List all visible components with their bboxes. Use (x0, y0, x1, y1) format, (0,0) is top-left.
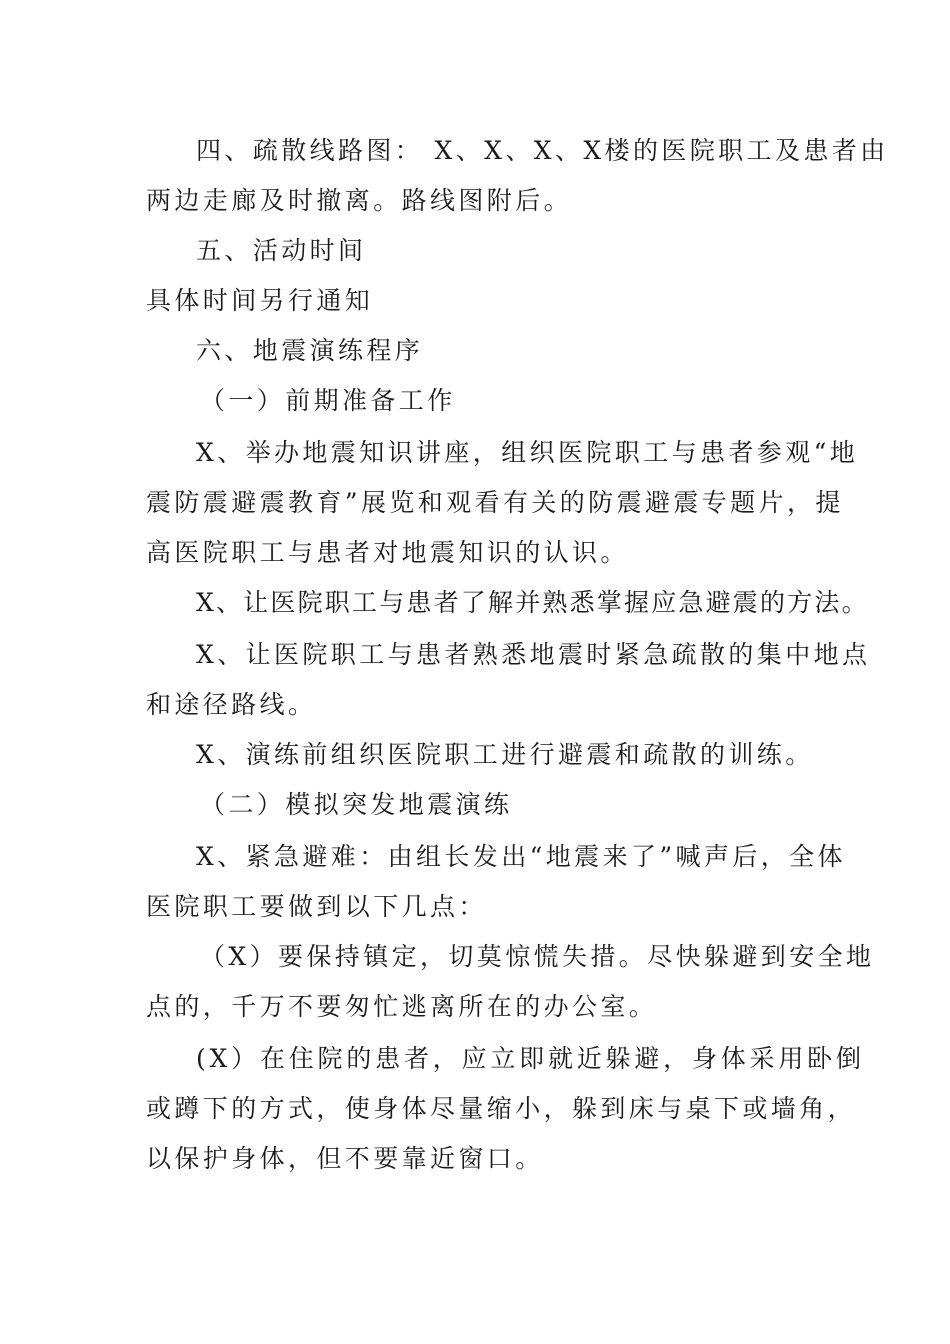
paragraph-line: 两边走廊及时撤离。路线图附后。 (146, 186, 573, 215)
section-heading-evacuation-route: 四、疏散线路图： X、X、X、X楼的医院职工及患者由 (196, 136, 889, 165)
paragraph-line: X、举办地震知识讲座，组织医院职工与患者参观“地 (196, 438, 859, 467)
section-heading-drill-procedure: 六、地震演练程序 (196, 336, 424, 365)
paragraph-line: 点的，千万不要匆忙逃离所在的办公室。 (146, 992, 658, 1021)
paragraph-line: X、让医院职工与患者熟悉地震时紧急疏散的集中地点 (196, 640, 871, 669)
paragraph-line: 或蹲下的方式，使身体尽量缩小，躲到床与桌下或墙角， (146, 1094, 857, 1123)
paragraph-line: （X）要保持镇定，切莫惊慌失措。尽快躲避到安全地 (200, 942, 875, 971)
section-heading-activity-time: 五、活动时间 (196, 236, 367, 265)
subsection-heading-preparation: （一）前期准备工作 (200, 386, 456, 415)
paragraph-line: 医院职工要做到以下几点： (146, 892, 487, 921)
subsection-heading-simulated-drill: （二）模拟突发地震演练 (200, 790, 513, 819)
paragraph-line: 高医院职工与患者对地震知识的认识。 (146, 538, 629, 567)
paragraph-line: 和途径路线。 (146, 690, 317, 719)
paragraph-line: X、让医院职工与患者了解并熟悉掌握应急避震的方法。 (196, 588, 869, 617)
paragraph-line: (X）在住院的患者，应立即就近躲避，身体采用卧倒 (196, 1044, 865, 1073)
paragraph-line: 具体时间另行通知 (146, 286, 374, 315)
paragraph-line: X、紧急避难：由组长发出“地震来了”喊声后，全体 (196, 842, 846, 871)
paragraph-line: X、演练前组织医院职工进行避震和疏散的训练。 (196, 740, 814, 769)
paragraph-line: 以保护身体，但不要靠近窗口。 (146, 1144, 544, 1173)
paragraph-line: 震防震避震教育”展览和观看有关的防震避震专题片，提 (146, 488, 844, 517)
